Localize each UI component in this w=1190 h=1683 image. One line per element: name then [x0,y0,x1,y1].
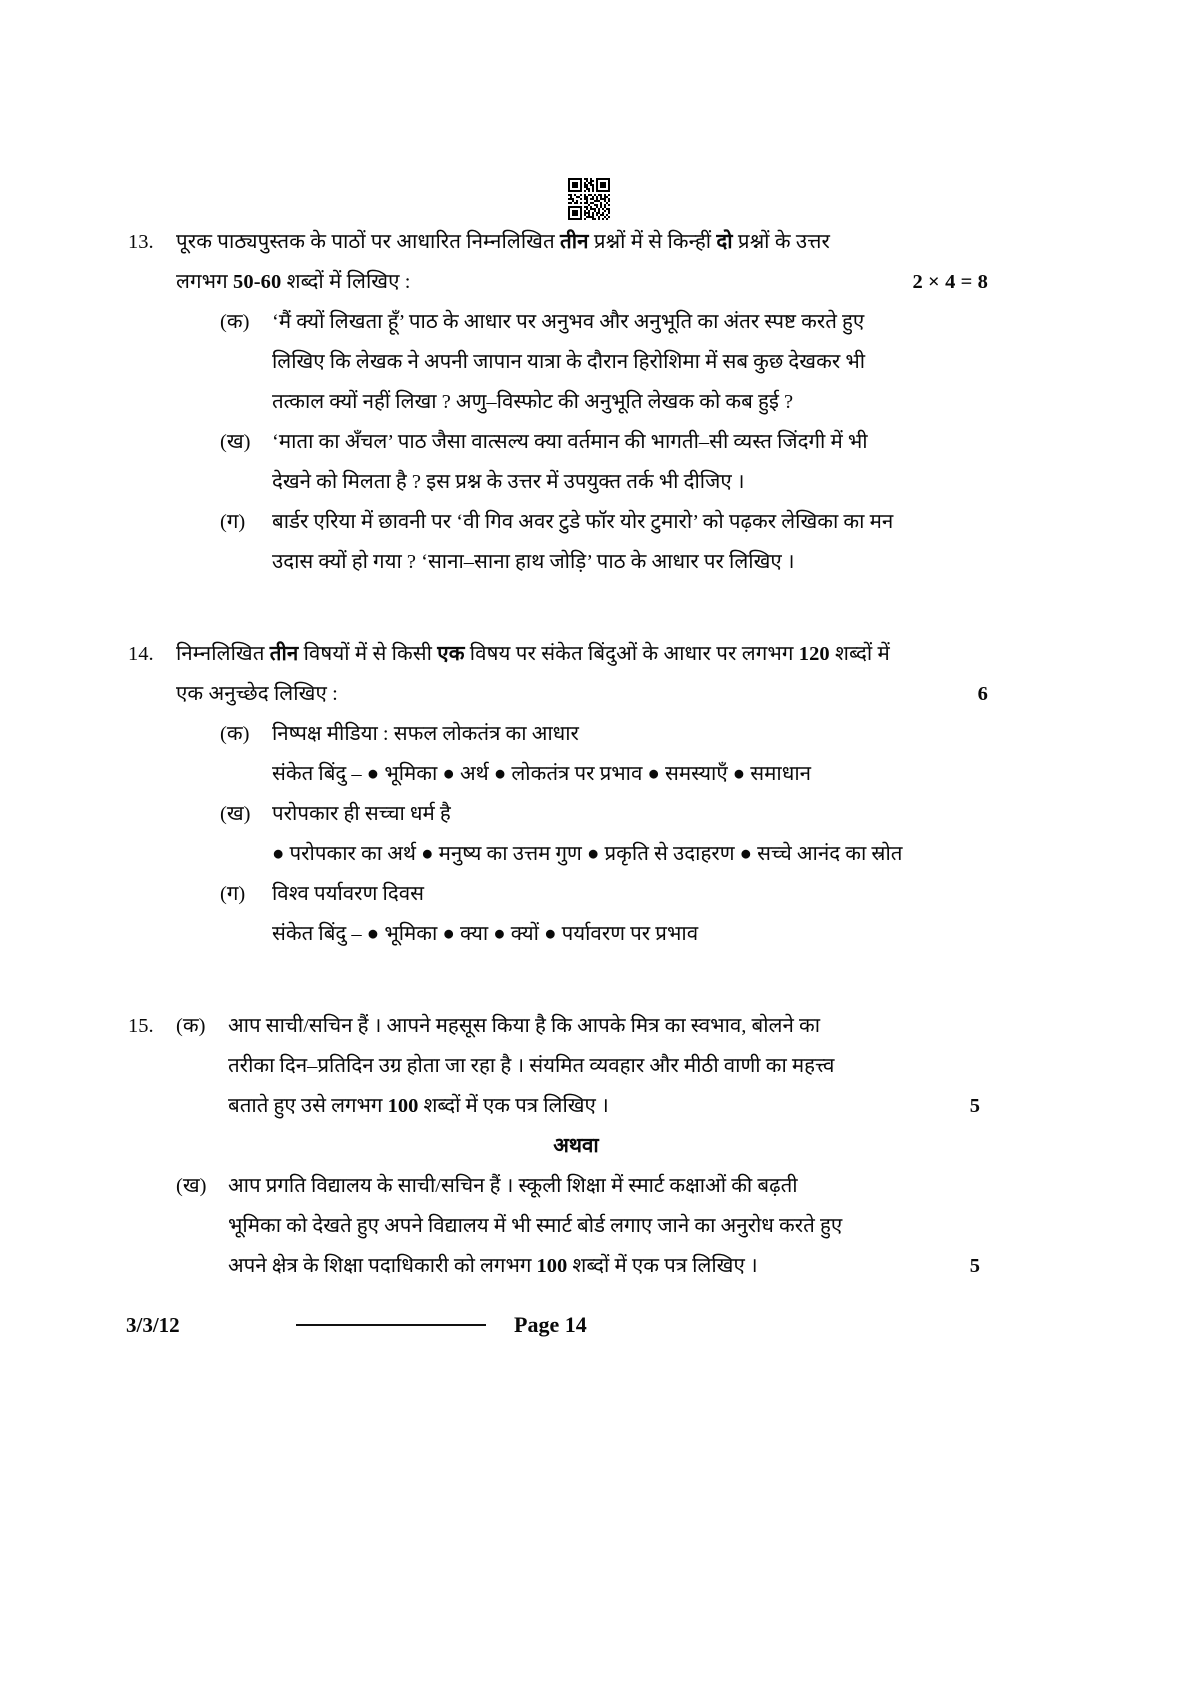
part-hint-points: संकेत बिंदु – ● भूमिका ● अर्थ ● लोकतंत्र पर प्रभाव ● समस्याएँ ● समाधान [272,763,812,785]
part-label: (ग) [220,511,246,533]
question-14-part-kha [220,794,1066,874]
spacer [126,954,1066,1006]
part-line: तरीका दिन–प्रतिदिन उग्र होता जा रहा है । संयमित व्यवहार और मीठी वाणी का महत्त्व [228,1055,835,1077]
part-line: अपने क्षेत्र के शिक्षा पदाधिकारी को लगभग 100 शब्दों में एक पत्र लिखिए । 5 [228,1246,980,1286]
question-13-marks: 2 × 4 = 8 [912,271,988,293]
part-line: ‘मैं क्यों लिखता हूँ’ पाठ के आधार पर अनुभव और अनुभूति का अंतर स्पष्ट करते हुए [272,311,865,333]
question-15-number: 15. [128,1015,154,1037]
or-separator: अथवा [553,1135,599,1157]
part-line: उदास क्यों हो गया ? ‘साना–साना हाथ जोड़ि’ पाठ के आधार पर लिखिए । [272,551,795,573]
page-number: Page 14 [514,1312,587,1337]
part-line: बताते हुए उसे लगभग 100 शब्दों में एक पत्र लिखिए । 5 [228,1086,980,1126]
part-topic: विश्व पर्यावरण दिवस [272,883,424,905]
question-14-stem-line-1: निम्नलिखित तीन विषयों में से किसी एक विषय पर संकेत बिंदुओं के आधार पर लगभग 120 शब्दों में [176,643,890,665]
question-15-part-kha [176,1166,1066,1286]
question-14-marks: 6 [977,683,988,705]
page-footer [126,1312,1066,1338]
question-14-number: 14. [128,643,154,665]
question-13-stem-line-2: लगभग 50-60 शब्दों में लिखिए : 2 × 4 = 8 [176,262,1066,302]
part-line: आप प्रगति विद्यालय के साची/सचिन हैं । स्कूली शिक्षा में स्मार्ट कक्षाओं की बढ़ती [228,1175,798,1197]
part-label: (क) [176,1015,206,1037]
part-label: (क) [220,311,250,333]
part-topic: निष्पक्ष मीडिया : सफल लोकतंत्र का आधार [272,723,579,745]
question-14-stem-line-2: एक अनुच्छेद लिखिए : 6 [176,674,1066,714]
part-label: (ख) [220,431,251,453]
question-14 [126,634,1066,954]
question-15-part-ka-marks: 5 [969,1095,980,1117]
part-hint-points: संकेत बिंदु – ● भूमिका ● क्या ● क्यों ● पर्यावरण पर प्रभाव [272,923,699,945]
footer-divider [296,1324,486,1326]
part-line: आप साची/सचिन हैं । आपने महसूस किया है कि आपके मित्र का स्वभाव, बोलने का [228,1015,821,1037]
part-hint-points: ● परोपकार का अर्थ ● मनुष्य का उत्तम गुण ● प्रकृति से उदाहरण ● सच्चे आनंद का स्रोत [272,843,903,865]
part-line: लिखिए कि लेखक ने अपनी जापान यात्रा के दौरान हिरोशिमा में सब कुछ देखकर भी [272,351,866,373]
question-13-part-kha [220,422,1066,502]
part-label: (ग) [220,883,246,905]
question-14-part-ka [220,714,1066,794]
question-13 [126,222,1066,582]
part-line: भूमिका को देखते हुए अपने विद्यालय में भी स्मार्ट बोर्ड लगाए जाने का अनुरोध करते हुए [228,1215,843,1237]
question-15-part-kha-marks: 5 [969,1255,980,1277]
question-13-part-ga [220,502,1066,582]
part-label: (ख) [176,1175,207,1197]
spacer [126,582,1066,634]
question-13-number: 13. [128,231,154,253]
question-13-part-ka [220,302,1066,422]
question-15 [126,1006,1066,1286]
question-15-part-ka [176,1006,1066,1126]
question-13-stem-line-1: पूरक पाठ्यपुस्तक के पाठों पर आधारित निम्नलिखित तीन प्रश्नों में से किन्हीं दो प्रश्नों के उत्तर [176,231,830,253]
part-line: तत्काल क्यों नहीं लिखा ? अणु–विस्फोट की अनुभूति लेखक को कब हुई ? [272,391,794,413]
question-14-part-ga [220,874,1066,954]
paper-code: 3/3/12 [126,1312,180,1337]
question-content [126,222,1066,1286]
part-line: बार्डर एरिया में छावनी पर ‘वी गिव अवर टुडे फॉर योर टुमारो’ को पढ़कर लेखिका का मन [272,511,894,533]
part-line: ‘माता का अँचल’ पाठ जैसा वात्सल्य क्या वर्तमान की भागती–सी व्यस्त जिंदगी में भी [272,431,868,453]
part-line: देखने को मिलता है ? इस प्रश्न के उत्तर में उपयुक्त तर्क भी दीजिए । [272,471,745,493]
part-label: (क) [220,723,250,745]
part-label: (ख) [220,803,251,825]
part-topic: परोपकार ही सच्चा धर्म है [272,803,451,825]
qr-code-icon [568,178,610,220]
